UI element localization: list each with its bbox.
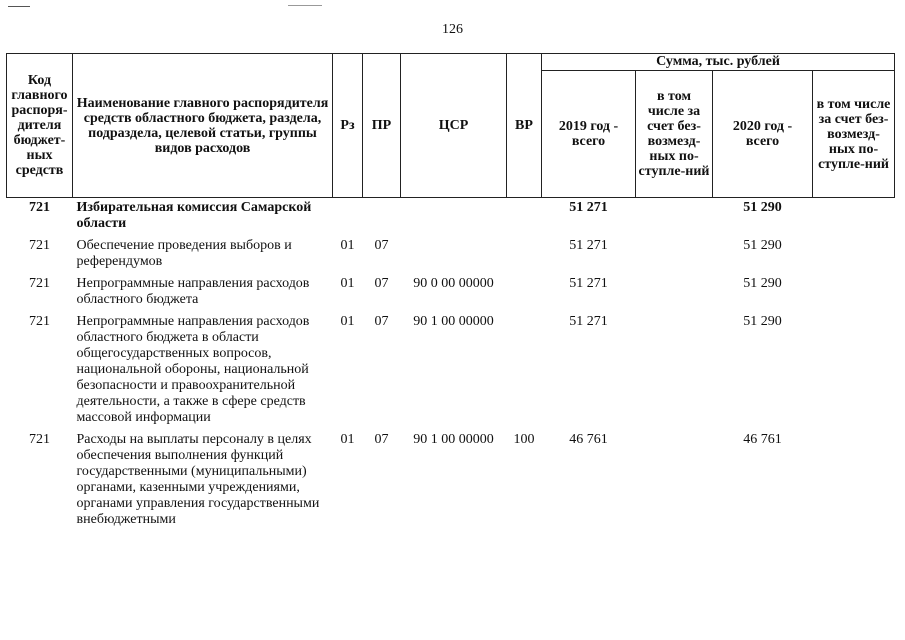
scan-artifact bbox=[288, 5, 322, 6]
cell-2020-total: 51 290 bbox=[743, 276, 782, 291]
header-2020-free: в том числе за счет без-возмезд-ных по-ступле-ний bbox=[813, 71, 895, 198]
cell-rz: 01 bbox=[340, 314, 355, 329]
cell-pr: 07 bbox=[374, 314, 389, 329]
header-csr: ЦСР bbox=[401, 54, 507, 198]
cell-2019-total: 51 271 bbox=[569, 276, 608, 291]
cell-rz: 01 bbox=[340, 238, 355, 253]
cell-2020-free bbox=[813, 274, 895, 312]
header-vr: ВР bbox=[507, 54, 542, 198]
cell-2020-total: 51 290 bbox=[743, 200, 782, 215]
cell-csr: 90 0 00 00000 bbox=[413, 276, 494, 291]
cell-pr bbox=[363, 198, 401, 237]
cell-2020-total: 51 290 bbox=[743, 314, 782, 329]
cell-2020-free bbox=[813, 430, 895, 532]
cell-2019-free bbox=[636, 430, 713, 532]
cell-code: 721 bbox=[29, 276, 50, 291]
header-code: Код главного распоря-дителя бюджет-ных средств bbox=[7, 54, 73, 198]
table-row bbox=[7, 198, 895, 237]
cell-2019-total: 51 271 bbox=[569, 200, 608, 215]
cell-csr: 90 1 00 00000 bbox=[413, 314, 494, 329]
cell-code: 721 bbox=[29, 238, 50, 253]
header-pr: ПР bbox=[363, 54, 401, 198]
header-rz: Рз bbox=[333, 54, 363, 198]
cell-name: Расходы на выплаты персоналу в целях обеспечения выполнения функций государственными (муниципальными) органами, казенными учреждениями, органами управления государственными внебюджетными bbox=[76, 432, 320, 527]
cell-pr: 07 bbox=[374, 276, 389, 291]
cell-2020-total: 46 761 bbox=[743, 432, 782, 447]
cell-csr bbox=[401, 236, 507, 274]
cell-rz: 01 bbox=[340, 432, 355, 447]
table-body bbox=[7, 198, 895, 533]
page-number: 126 bbox=[442, 22, 463, 37]
header-name: Наименование главного распорядителя средств областного бюджета, раздела, подраздела, целевой статьи, группы видов расходов bbox=[73, 54, 333, 198]
cell-name: Непрограммные направления расходов областного бюджета в области общегосударственных вопросов, национальной обороны, национальной безопасности и правоохранительной деятельности, а также в сфере средств массовой информации bbox=[76, 314, 310, 425]
cell-vr bbox=[507, 236, 542, 274]
cell-csr bbox=[401, 198, 507, 237]
cell-2020-free bbox=[813, 236, 895, 274]
cell-code: 721 bbox=[29, 432, 50, 447]
cell-2019-total: 51 271 bbox=[569, 238, 608, 253]
cell-2019-total: 46 761 bbox=[569, 432, 608, 447]
header-2019-total: 2019 год - всего bbox=[542, 71, 636, 198]
cell-code: 721 bbox=[29, 314, 50, 329]
cell-vr bbox=[507, 274, 542, 312]
cell-name: Избирательная комиссия Самарской области bbox=[76, 200, 312, 231]
table-row bbox=[7, 236, 895, 274]
cell-2020-free bbox=[813, 312, 895, 430]
header-2019-free: в том числе за счет без-возмезд-ных по-ступле-ний bbox=[636, 71, 713, 198]
table-row bbox=[7, 430, 895, 532]
cell-pr: 07 bbox=[374, 432, 389, 447]
cell-2020-free bbox=[813, 198, 895, 237]
cell-name: Обеспечение проведения выборов и референдумов bbox=[76, 238, 292, 269]
cell-rz bbox=[333, 198, 363, 237]
cell-pr: 07 bbox=[374, 238, 389, 253]
cell-2019-free bbox=[636, 312, 713, 430]
header-2020-total: 2020 год - всего bbox=[713, 71, 813, 198]
cell-2019-total: 51 271 bbox=[569, 314, 608, 329]
cell-csr: 90 1 00 00000 bbox=[413, 432, 494, 447]
cell-code: 721 bbox=[29, 200, 50, 215]
header-sum: Сумма, тыс. рублей bbox=[542, 54, 895, 71]
table-row bbox=[7, 312, 895, 430]
scan-artifact bbox=[8, 6, 30, 7]
cell-2019-free bbox=[636, 274, 713, 312]
cell-vr bbox=[507, 198, 542, 237]
cell-2020-total: 51 290 bbox=[743, 238, 782, 253]
cell-2019-free bbox=[636, 236, 713, 274]
cell-vr bbox=[507, 312, 542, 430]
cell-2019-free bbox=[636, 198, 713, 237]
cell-name: Непрограммные направления расходов областного бюджета bbox=[76, 276, 310, 307]
cell-vr: 100 bbox=[513, 432, 535, 447]
table-row bbox=[7, 274, 895, 312]
cell-rz: 01 bbox=[340, 276, 355, 291]
budget-table bbox=[6, 53, 895, 532]
